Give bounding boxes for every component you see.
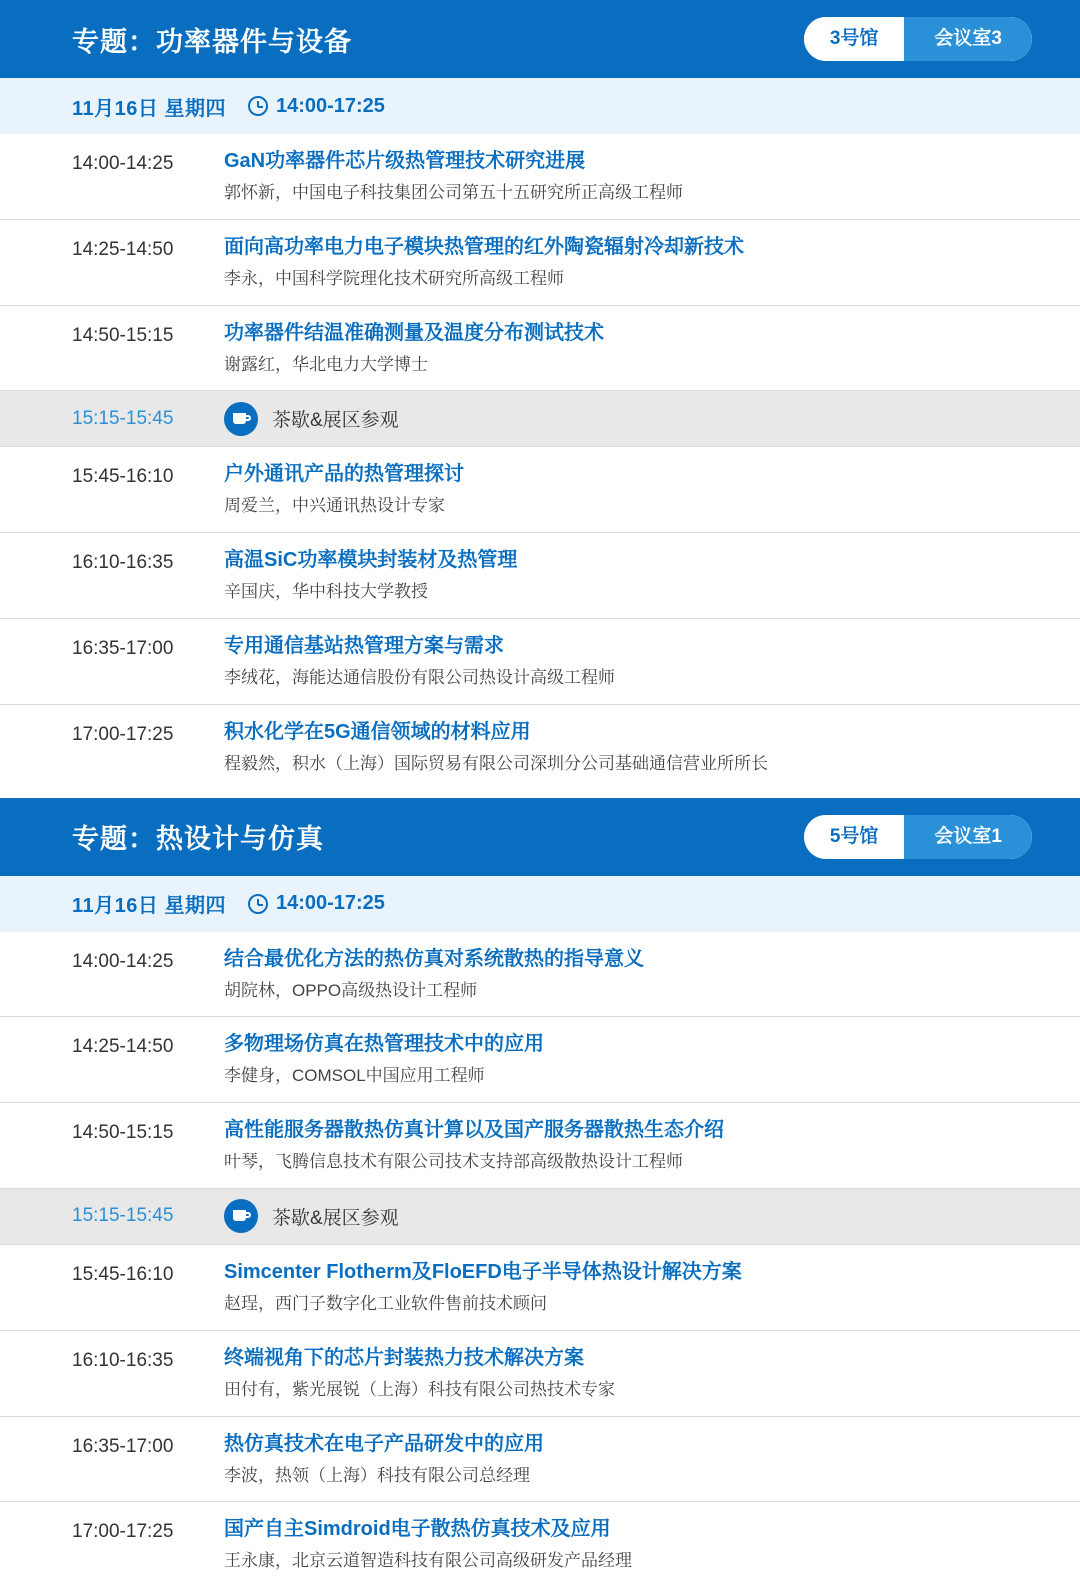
break-body (224, 1191, 1080, 1241)
row-time: 15:15-15:45 (72, 1205, 174, 1227)
venue-badge (804, 815, 1032, 859)
row-time: 16:10-16:35 (72, 552, 174, 574)
row-time: 14:25-14:50 (72, 238, 174, 260)
talk-title: 功率器件结温准确测量及温度分布测试技术 (224, 321, 604, 344)
session-date: 11月16日 星期四 (72, 895, 226, 918)
talk-title: 结合最优化方法的热仿真对系统散热的指导意义 (224, 947, 644, 970)
row-body (224, 1245, 1080, 1330)
table-row (0, 220, 1080, 306)
venue-badge (804, 17, 1032, 61)
session-title: 专题：功率器件与设备 (72, 26, 352, 57)
row-time: 16:10-16:35 (72, 1349, 174, 1371)
row-body (224, 1017, 1080, 1102)
talk-speaker: 赵珵，西门子数字化工业软件售前技术顾问 (224, 1293, 547, 1313)
table-row (0, 1417, 1080, 1503)
row-time: 16:35-17:00 (72, 637, 174, 659)
session-block (0, 0, 1080, 790)
talk-title: 国产自主Simdroid电子散热仿真技术及应用 (224, 1518, 611, 1541)
row-time: 16:35-17:00 (72, 1435, 174, 1457)
table-row (0, 619, 1080, 705)
talk-speaker: 胡院林，OPPO高级热设计工程师 (224, 980, 478, 1000)
talk-speaker: 程毅然，积水（上海）国际贸易有限公司深圳分公司基础通信营业所所长 (224, 753, 768, 773)
table-row (0, 1103, 1080, 1189)
session-header (0, 0, 1080, 78)
table-row (0, 1502, 1080, 1587)
talk-speaker: 谢露红，华北电力大学博士 (224, 354, 428, 374)
talk-speaker: 叶琴，飞腾信息技术有限公司技术支持部高级散热设计工程师 (224, 1152, 683, 1172)
row-body (224, 932, 1080, 1017)
row-body (224, 533, 1080, 618)
session-rows (0, 134, 1080, 790)
session-header (0, 798, 1080, 876)
session-time-wrap (248, 892, 385, 915)
talk-speaker: 郭怀新，中国电子科技集团公司第五十五研究所正高级工程师 (224, 183, 683, 202)
table-row (0, 134, 1080, 220)
row-time: 15:15-15:45 (72, 407, 174, 429)
coffee-cup-icon (224, 402, 258, 436)
row-body (224, 1417, 1080, 1502)
session-date-row (0, 78, 1080, 134)
clock-icon (248, 96, 268, 116)
talk-title: Simcenter Flotherm及FloEFD电子半导体热设计解决方案 (224, 1260, 742, 1283)
table-row (0, 932, 1080, 1018)
talk-speaker: 田付有，紫光展锐（上海）科技有限公司热技术专家 (224, 1379, 615, 1399)
talk-speaker: 周爱兰，中兴通讯热设计专家 (224, 496, 445, 516)
talk-speaker: 李健身，COMSOL中国应用工程师 (224, 1066, 485, 1086)
session-title: 专题：热设计与仿真 (72, 824, 324, 855)
row-body (224, 1331, 1080, 1416)
row-time: 14:25-14:50 (72, 1036, 174, 1058)
row-time: 17:00-17:25 (72, 723, 174, 745)
talk-title: 多物理场仿真在热管理技术中的应用 (224, 1033, 544, 1056)
row-time: 15:45-16:10 (72, 1263, 174, 1285)
row-body (224, 220, 1080, 305)
table-row (0, 1245, 1080, 1331)
row-time: 14:00-14:25 (72, 950, 174, 972)
row-time: 17:00-17:25 (72, 1521, 174, 1543)
session-block (0, 798, 1080, 1587)
talk-title: 面向高功率电力电子模块热管理的红外陶瓷辐射冷却新技术 (224, 235, 744, 258)
talk-title: 终端视角下的芯片封装热力技术解决方案 (224, 1346, 584, 1369)
table-row (0, 1331, 1080, 1417)
break-label: 茶歇&展区参观 (272, 1207, 399, 1229)
table-row (0, 306, 1080, 392)
row-body (224, 705, 1080, 790)
table-row (0, 1017, 1080, 1103)
break-label: 茶歇&展区参观 (272, 410, 399, 432)
row-time: 14:00-14:25 (72, 153, 174, 174)
talk-speaker: 李永，中国科学院理化技术研究所高级工程师 (224, 268, 564, 288)
table-row (0, 533, 1080, 619)
row-body (224, 1502, 1080, 1587)
session-time-range: 14:00-17:25 (275, 94, 385, 117)
row-body (224, 134, 1080, 219)
session-time-range: 14:00-17:25 (275, 892, 385, 915)
row-body (224, 1103, 1080, 1188)
table-row (0, 447, 1080, 533)
talk-speaker: 辛国庆，华中科技大学教授 (224, 582, 428, 602)
session-divider (0, 790, 1080, 798)
table-row (0, 705, 1080, 790)
talk-title: 高温SiC功率模块封装材及热管理 (224, 549, 518, 572)
break-body (224, 394, 1080, 444)
row-time: 14:50-15:15 (72, 1122, 174, 1144)
row-body (224, 447, 1080, 532)
hall-label: 3号馆 (804, 17, 905, 61)
coffee-cup-icon (224, 1199, 258, 1233)
session-date: 11月16日 星期四 (72, 97, 226, 120)
row-body (224, 619, 1080, 704)
room-label: 会议室3 (904, 17, 1032, 61)
talk-title: 热仿真技术在电子产品研发中的应用 (224, 1432, 544, 1455)
talk-title: 高性能服务器散热仿真计算以及国产服务器散热生态介绍 (224, 1119, 724, 1142)
talk-speaker: 李绒花，海能达通信股份有限公司热设计高级工程师 (224, 667, 615, 687)
talk-speaker: 王永康，北京云道智造科技有限公司高级研发产品经理 (224, 1551, 632, 1571)
break-row (0, 1189, 1080, 1245)
room-label: 会议室1 (904, 815, 1032, 859)
talk-title: GaN功率器件芯片级热管理技术研究进展 (224, 150, 586, 172)
talk-speaker: 李波，热领（上海）科技有限公司总经理 (224, 1465, 530, 1485)
hall-label: 5号馆 (804, 815, 905, 859)
row-body (224, 306, 1080, 391)
session-date-row (0, 876, 1080, 932)
session-rows (0, 932, 1080, 1587)
break-row (0, 391, 1080, 447)
talk-title: 积水化学在5G通信领域的材料应用 (224, 720, 531, 743)
row-time: 14:50-15:15 (72, 324, 174, 346)
talk-title: 专用通信基站热管理方案与需求 (224, 634, 504, 657)
session-time-wrap (248, 95, 385, 118)
talk-title: 户外通讯产品的热管理探讨 (224, 463, 464, 486)
clock-icon (248, 894, 268, 914)
row-time: 15:45-16:10 (72, 466, 174, 488)
